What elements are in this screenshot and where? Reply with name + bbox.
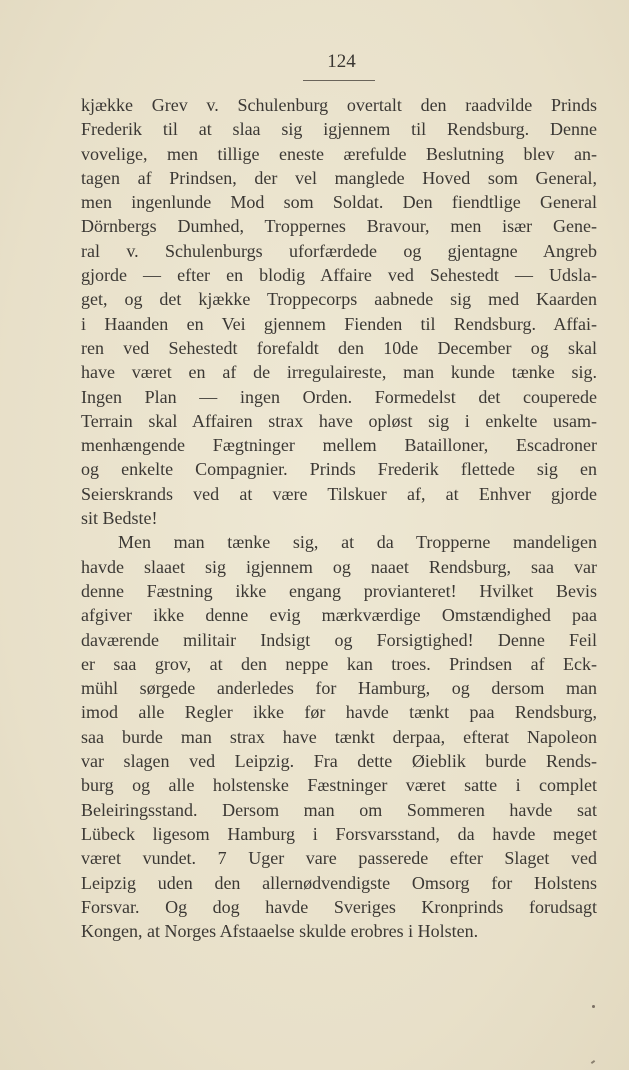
text-line: havde slaaet sig igjennem og naaet Rendsburg, saa var	[81, 556, 597, 577]
text-line: burg og alle holstenske Fæstninger været satte i complet	[81, 775, 597, 796]
text-line: Frederik til at slaa sig igjennem til Rendsburg. Denne	[81, 119, 597, 140]
text-line: i Haanden en Vei gjennem Fienden til Rendsburg. Affai-	[81, 313, 597, 334]
text-line: imod alle Regler ikke før havde tænkt paa Rendsburg,	[81, 702, 597, 723]
text-line: have været en af de irregulaireste, man kunde tænke sig.	[81, 362, 597, 383]
text-line: menhængende Fægtninger mellem Batailloner, Escadroner	[81, 435, 597, 456]
paragraph-end-line: sit Bedste!	[81, 508, 158, 529]
text-line: Seierskrands ved at være Tilskuer af, at Enhver gjorde	[81, 483, 597, 504]
paragraph-start-line: Men man tænke sig, at da Tropperne mandeligen	[118, 532, 597, 553]
text-line: ren ved Sehestedt forefaldt den 10de December og skal	[81, 337, 597, 358]
ink-mark	[591, 1060, 595, 1064]
text-line: Leipzig uden den allernødvendigste Omsorg for Holstens	[81, 872, 597, 893]
text-line: tagen af Prindsen, der vel manglede Hoved som General,	[81, 167, 597, 188]
text-line: get, og det kjække Troppecorps aabnede sig med Kaarden	[81, 289, 597, 310]
text-line: daværende militair Indsigt og Forsigtighed! Denne Feil	[81, 629, 597, 650]
text-line: været vundet. 7 Uger vare passerede efter Slaget ved	[81, 848, 597, 869]
header-rule	[303, 80, 375, 81]
text-line: ral v. Schulenburgs uforfærdede og gjentagne Angreb	[81, 240, 597, 261]
text-line: og enkelte Compagnier. Prinds Frederik flettede sig en	[81, 459, 597, 480]
text-line: mühl sørgede anderledes for Hamburg, og dersom man	[81, 678, 597, 699]
text-line: Lübeck ligesom Hamburg i Forsvarsstand, da havde meget	[81, 823, 597, 844]
text-line: var slagen ved Leipzig. Fra dette Øieblik burde Rends-	[81, 751, 597, 772]
text-line: men ingenlunde Mod som Soldat. Den fiendtlige General	[81, 192, 597, 213]
text-line: Terrain skal Affairen strax have opløst sig i enkelte usam-	[81, 410, 597, 431]
text-line: denne Fæstning ikke engang provianteret! Hvilket Bevis	[81, 580, 597, 601]
text-line: Kongen, at Norges Afstaaelse skulde erobres i Holsten.	[81, 921, 479, 942]
page-number: 124	[327, 51, 356, 72]
text-line: kjække Grev v. Schulenburg overtalt den raadvilde Prinds	[81, 95, 597, 115]
body-text	[81, 93, 597, 943]
text-line: gjorde — efter en blodig Affaire ved Sehestedt — Udsla-	[81, 265, 597, 286]
text-line: Ingen Plan — ingen Orden. Formedelst det couperede	[81, 386, 597, 407]
text-line: saa burde man strax have tænkt derpaa, efterat Napoleon	[81, 726, 597, 747]
text-line: Dörnbergs Dumhed, Troppernes Bravour, men især Gene-	[81, 216, 597, 237]
text-line: vovelige, men tillige eneste ærefulde Beslutning blev an-	[81, 143, 597, 164]
ink-speck	[592, 1005, 595, 1008]
text-line: afgiver ikke denne evig mærkværdige Omstændighed paa	[81, 605, 597, 626]
text-line: Forsvar. Og dog havde Sveriges Kronprinds forudsagt	[81, 896, 597, 917]
text-line: er saa grov, at den neppe kan troes. Prindsen af Eck-	[81, 653, 597, 674]
text-line: Beleiringsstand. Dersom man om Sommeren havde sat	[81, 799, 597, 820]
